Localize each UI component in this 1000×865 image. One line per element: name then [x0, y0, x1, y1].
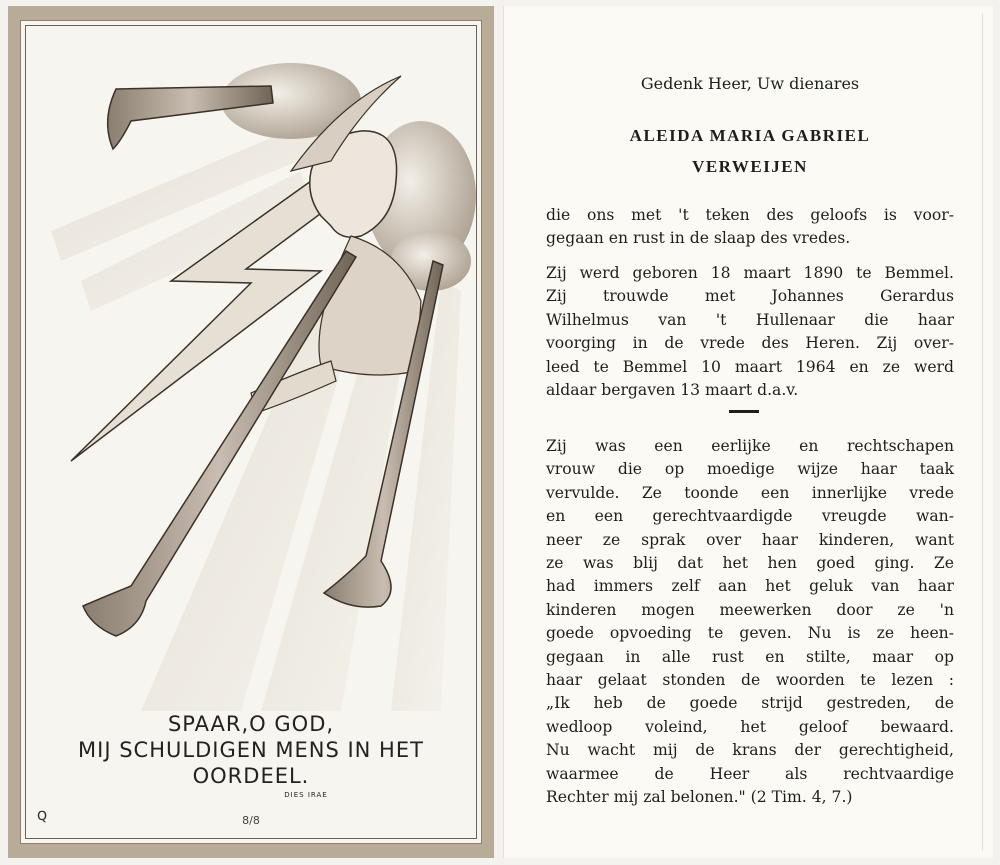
publisher-monogram: ꞯ	[37, 805, 48, 824]
divider	[729, 410, 759, 413]
text-line: Wilhelmus van 't Hullenaar die haar	[546, 310, 954, 329]
paragraph-intro	[546, 204, 954, 251]
caption-line: OORDEEL.	[192, 764, 310, 788]
memorial-card-back	[503, 6, 993, 858]
text-line: vervulde. Ze toonde een innerlijke vrede	[546, 483, 954, 502]
text-line: „Ik heb de goede strijd gestreden, de	[546, 694, 954, 713]
page-mark: 8/8	[242, 814, 260, 827]
text-line: gegaan en rust in de slaap des vredes.	[546, 229, 851, 248]
text-line: neer ze sprak over haar kinderen, want	[546, 530, 954, 549]
caption-source: DIES IRAE	[284, 791, 328, 799]
text-line: voorging in de vrede des Heren. Zij over-	[546, 334, 954, 353]
card-edge	[982, 14, 983, 850]
caption-line: MIJ SCHULDIGEN MENS IN HET	[78, 738, 424, 762]
caption-line: SPAAR,O GOD,	[167, 712, 335, 736]
paragraph-tribute	[546, 435, 954, 810]
memorial-card-front	[8, 6, 494, 858]
text-line: gegaan in alle rust en stilte, maar op	[546, 647, 954, 666]
text-line: Zij werd geboren 18 maart 1890 te Bemmel.	[546, 264, 954, 282]
caption	[21, 711, 481, 799]
text-line: ze was blij dat het hen goed ging. Ze	[546, 554, 954, 573]
card-frame	[20, 20, 482, 844]
text-line: haar gelaat stonden de woorden te lezen :	[546, 671, 954, 690]
text-line: goede opvoeding te geven. Nu is ze heen-	[546, 624, 954, 643]
paragraph-biography	[546, 262, 954, 402]
text-line: vrouw die op moedige wijze haar taak	[546, 460, 954, 479]
header-text: Gedenk Heer, Uw dienares	[640, 74, 860, 93]
text-line: Zij was een eerlijke en rechtschapen	[546, 437, 954, 455]
text-line: waarmee de Heer als rechtvaardige	[546, 764, 954, 783]
text-line: wedloop voleind, het geloof bewaard.	[546, 717, 954, 736]
deceased-name: ALEIDA MARIA GABRIEL	[629, 126, 871, 145]
text-line: kinderen mogen meewerken door ze 'n	[546, 600, 954, 619]
text-line: die ons met 't teken des geloofs is voor-	[546, 206, 954, 224]
text-line: Nu wacht mij de krans der gerechtigheid,	[546, 741, 954, 760]
deceased-surname: VERWEIJEN	[692, 157, 808, 176]
angel-trumpets-illustration	[21, 21, 479, 711]
text-line: aldaar bergaven 13 maart d.a.v.	[546, 381, 799, 400]
text-line: Rechter mij zal belonen." (2 Tim. 4, 7.)	[546, 788, 853, 807]
text-line: leed te Bemmel 10 maart 1964 en ze werd	[546, 357, 954, 376]
text-line: en een gerechtvaardigde vreugde wan-	[546, 507, 954, 526]
text-line: Zij trouwde met Johannes Gerardus	[546, 287, 954, 306]
text-line: had immers zelf aan het geluk van haar	[546, 577, 954, 596]
